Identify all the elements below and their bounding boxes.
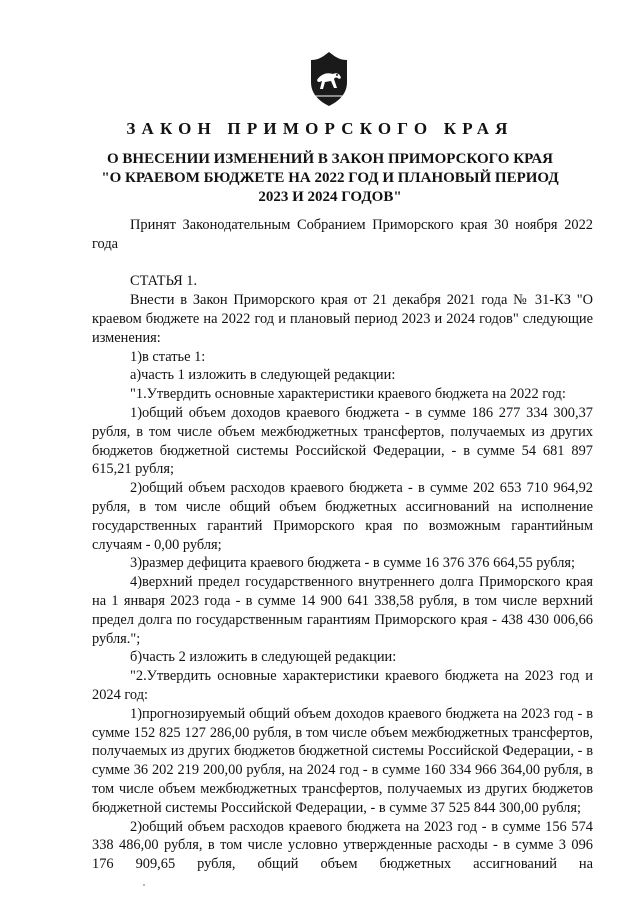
law-subtitle	[60, 150, 600, 207]
article-paragraph: 1)в статье 1:	[130, 348, 206, 365]
article-paragraph: 2)общий объем расходов краевого бюджета на 2023 год - в сумме 156 574 338 486,00 рубля, в том числе условно утвержденные расходы - в сумме 3 096 176 909,65 рубля, общий объем бюджетных ассигнований на	[92, 818, 593, 873]
article-paragraph: Внести в Закон Приморского края от 21 декабря 2021 года № 31-КЗ "О краевом бюджете на 2022 год и плановый период 2023 и 2024 годов" следующие изменения:	[92, 292, 593, 346]
article-paragraph: 2)общий объем расходов краевого бюджета - в сумме 202 653 710 964,92 рубля, в том числе общий объем бюджетных ассигнований на исполнение государственных гарантий Приморского края по возможным гарантийным случаям - 0,00 рубля;	[92, 480, 593, 553]
subtitle-line: "О КРАЕВОМ БЮДЖЕТЕ НА 2022 ГОД И ПЛАНОВЫЙ ПЕРИОД	[101, 170, 559, 186]
article-paragraph: 3)размер дефицита краевого бюджета - в сумме 16 376 376 664,55 рубля;	[130, 555, 576, 572]
scan-speck	[143, 884, 145, 886]
subtitle-line: 2023 И 2024 ГОДОВ"	[258, 189, 402, 205]
coat-of-arms-emblem	[307, 52, 351, 106]
article-paragraph: 1)общий объем доходов краевого бюджета - в сумме 186 277 334 300,37 рубля, в том числе объем межбюджетных трансфертов, получаемых из других бюджетов бюджетной системы Российской Федерации, - в сумме 54 681 897 615,21 рубля;	[92, 404, 593, 478]
article-paragraph: 4)верхний предел государственного внутреннего долга Приморского края на 1 января 2023 года - в сумме 14 900 641 338,58 рубля, в том числе верхний предел долга по государственным гарантиям Приморского края - 438 430 006,66 рубля.";	[92, 574, 593, 647]
article-paragraph: "2.Утвердить основные характеристики краевого бюджета на 2023 год и 2024 год:	[92, 668, 593, 703]
article-paragraph: 1)прогнозируемый общий объем доходов краевого бюджета на 2023 год - в сумме 152 825 127 286,00 рубля, в том числе объем межбюджетных трансфертов, получаемых из других бюджетов бюджетной системы Российской Федерации, - в сумме 36 202 219 200,00 рубля, на 2024 год - в сумме 160 334 966 364,00 рубля, в том числе объем межбюджетных трансфертов, получаемых из других бюджетов бюджетной системы Российской Федерации, - в сумме 37 525 844 300,00 рубля;	[92, 705, 593, 816]
document-body	[92, 216, 593, 874]
adoption-note: Принят Законодательным Собранием Приморского края 30 ноября 2022 года	[92, 217, 593, 252]
law-title: ЗАКОН ПРИМОРСКОГО КРАЯ	[126, 119, 514, 138]
article-paragraph: б)часть 2 изложить в следующей редакции:	[130, 649, 397, 666]
article-paragraph: а)часть 1 изложить в следующей редакции:	[130, 367, 396, 384]
subtitle-line: О ВНЕСЕНИИ ИЗМЕНЕНИЙ В ЗАКОН ПРИМОРСКОГО КРАЯ	[107, 151, 553, 167]
article-heading: СТАТЬЯ 1.	[130, 273, 198, 290]
article-paragraph: "1.Утвердить основные характеристики краевого бюджета на 2022 год:	[130, 386, 566, 403]
